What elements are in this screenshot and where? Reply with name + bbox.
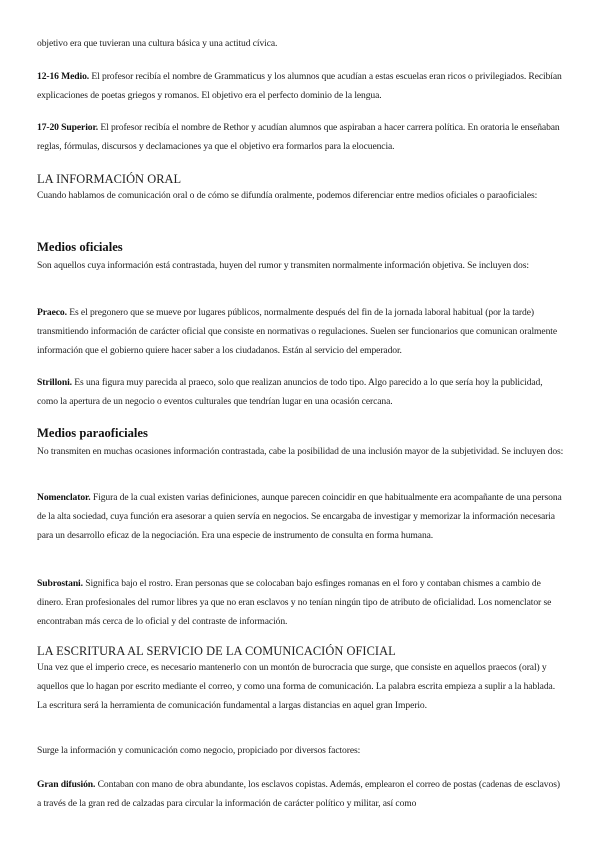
term-superior: 17-20 Superior. <box>37 122 99 133</box>
paragraph-paraoficiales-intro: No transmiten en muchas ocasiones información contrastada, cabe la posibilidad de una inclusión mayor de la subjetividad. Se incluyen dos: <box>37 446 564 457</box>
paragraph-negocio: Surge la información y comunicación como negocio, propiciado por diversos factores: <box>37 745 361 756</box>
paragraph-intro-oral: Cuando hablamos de comunicación oral o de cómo se difundía oralmente, podemos diferenciar entre medios oficiales o paraoficiales: <box>37 190 538 201</box>
subheading-medios-oficiales: Medios oficiales <box>37 240 123 254</box>
subheading-medios-paraoficiales: Medios paraoficiales <box>37 426 148 440</box>
term-subrostani: Subrostani. <box>37 578 83 589</box>
paragraph-praeco: Praeco. Es el pregonero que se mueve por lugares públicos, normalmente después del fin de la jornada laboral habitual (por la tarde) transmitiendo información de carácter oficial que consiste en normativas o regulaciones. Suelen ser funcionarios que comunican oralmente información que el gobierno quiere hacer saber a los ciudadanos. Están al servicio del emperador. <box>37 307 557 356</box>
term-medio: 12-16 Medio. <box>37 71 90 82</box>
paragraph-subrostani: Subrostani. Significa bajo el rostro. Eran personas que se colocaban bajo esfinges romanas en el foro y contaban chismes a cambio de dinero. Eran profesionales del rumor libres ya que no eran esclavos y no tenían ningún tipo de atributo de oficialidad. Los nomenclator se encontraban más cerca de lo oficial y del contraste de información. <box>37 578 552 627</box>
paragraph-strilloni: Strilloni. Es una figura muy parecida al praeco, solo que realizan anuncios de todo tipo. Algo parecido a lo que sería hoy la publicidad, como la apertura de un negocio o eventos culturales que tendrían lugar en una ocasión cercana. <box>37 377 543 407</box>
paragraph-imperio: Una vez que el imperio crece, es necesario mantenerlo con un montón de burocracia que surge, que consiste en aquellos praecos (oral) y aquellos que lo hagan por escrito mediante el correo, y como una forma de comunicación. La palabra escrita empieza a suplir a la hablada. La escritura será la herramienta de comunicación fundamental a largas distancias en aquel gran Imperio. <box>37 662 555 711</box>
paragraph-nomenclator: Nomenclator. Figura de la cual existen varias definiciones, aunque parecen coincidir en que habitualmente era acompañante de una persona de la alta sociedad, cuya función era asesorar a quien servía en negocios. Se encargaba de investigar y memorizar la información necesaria para un desarrollo eficaz de la negociación. Era una especie de instrumento de consulta en forma humana. <box>37 492 562 541</box>
section-heading-escritura: LA ESCRITURA AL SERVICIO DE LA COMUNICACIÓN OFICIAL <box>37 644 396 658</box>
paragraph-superior: 17-20 Superior. El profesor recibía el nombre de Rethor y acudían alumnos que aspiraban a hacer carrera política. En oratoria le enseñaban reglas, fórmulas, discursos y declamaciones ya que el objetivo era formarlos para la elocuencia. <box>37 122 560 152</box>
term-nomenclator: Nomenclator. <box>37 492 91 503</box>
term-gran-difusion: Gran difusión. <box>37 779 96 790</box>
paragraph-gran-difusion: Gran difusión. Contaban con mano de obra abundante, los esclavos copistas. Además, emplearon el correo de postas (cadenas de esclavos) a través de la gran red de calzadas para circular la información de carácter político y militar, así como <box>37 779 560 809</box>
section-heading-informacion-oral: LA INFORMACIÓN ORAL <box>37 172 182 186</box>
term-praeco: Praeco. <box>37 307 67 318</box>
paragraph-continuation: objetivo era que tuvieran una cultura básica y una actitud cívica. <box>37 38 278 49</box>
term-strilloni: Strilloni. <box>37 377 72 388</box>
paragraph-medio: 12-16 Medio. El profesor recibía el nombre de Grammaticus y los alumnos que acudían a estas escuelas eran ricos o privilegiados. Recibían explicaciones de poetas griegos y romanos. El objetivo era el perfecto dominio de la lengua. <box>37 71 562 101</box>
paragraph-oficiales-intro: Son aquellos cuya información está contrastada, huyen del rumor y transmiten normalmente información objetiva. Se incluyen dos: <box>37 260 529 271</box>
